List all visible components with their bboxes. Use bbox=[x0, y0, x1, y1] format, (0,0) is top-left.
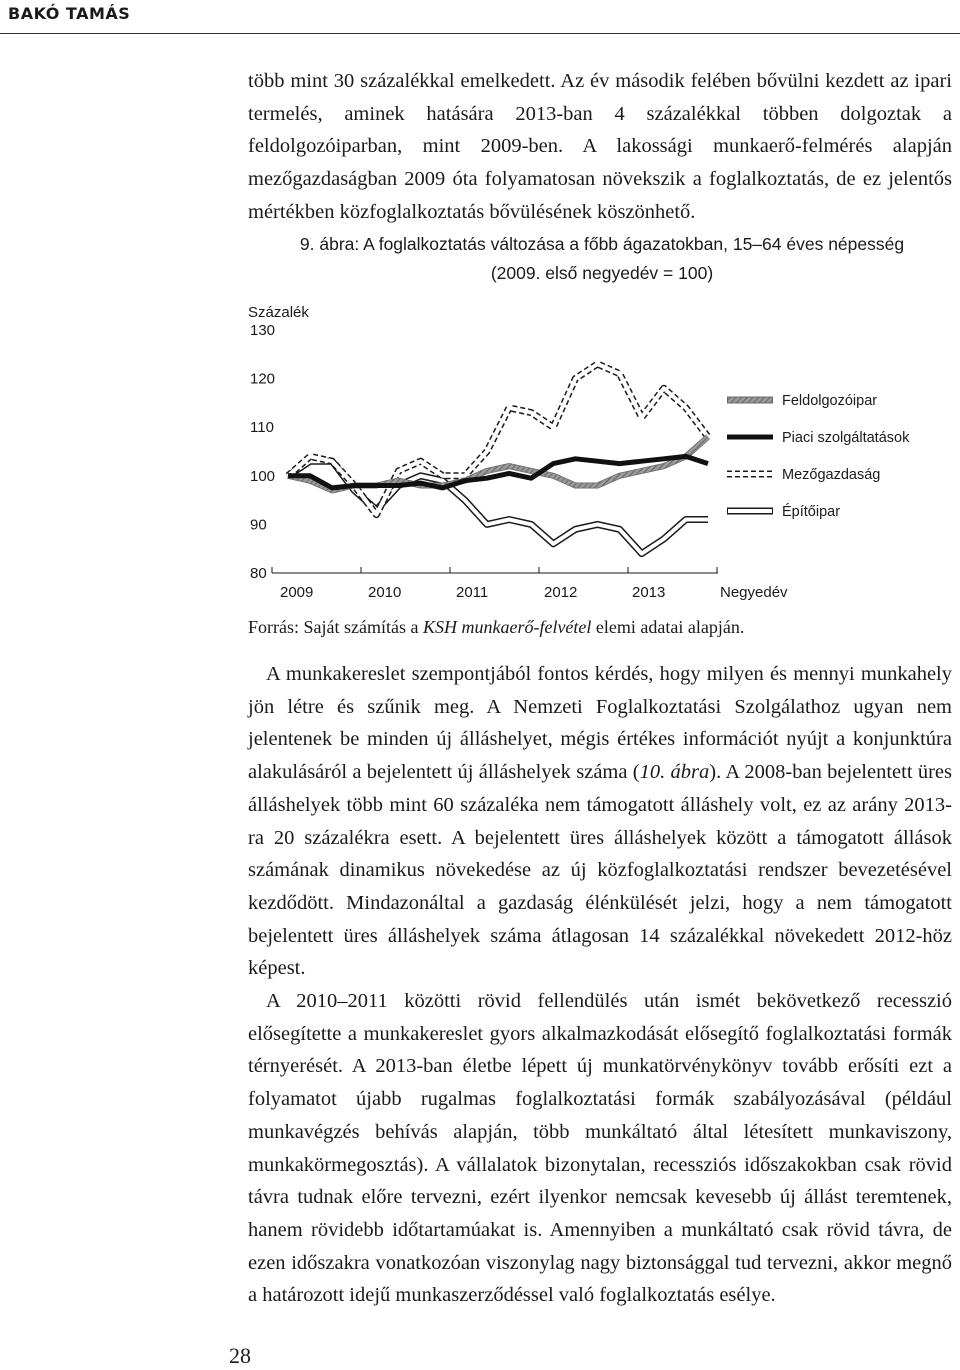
x-tick-label: 2009 bbox=[280, 584, 314, 601]
source-prefix: Forrás: Saját számítás a bbox=[248, 617, 423, 637]
x-tick-label: 2011 bbox=[456, 584, 489, 601]
source-suffix: elemi adatai alapján. bbox=[591, 617, 745, 637]
running-header-author: BAKÓ TAMÁS bbox=[8, 4, 131, 23]
body-paragraph-2 bbox=[248, 985, 952, 1312]
intro-paragraph: több mint 30 százalékkal emelkedett. Az év második felében bővülni kezdett az ipari termelés, aminek hatására 2013-ban 4 százalékkal többen dolgoztak a feldolgozóiparban, mint 2009-ben. A lakossági munkaerő-felmérés alapján mezőgazdaságban 2009 óta folyamatosan növekszik a foglalkoztatás, de ez jelentős mértékben közfoglalkoztatás bővülésének köszönhető. bbox=[248, 70, 952, 223]
y-tick-label: 120 bbox=[250, 370, 276, 388]
y-tick-label: 100 bbox=[250, 467, 276, 485]
figure-caption bbox=[252, 230, 952, 288]
x-tick-label: 2010 bbox=[368, 584, 402, 601]
series-line-outline bbox=[288, 364, 708, 515]
x-tick-label: 2013 bbox=[632, 584, 666, 601]
axes-layer bbox=[248, 304, 788, 601]
y-tick-label: 90 bbox=[250, 516, 267, 534]
legend-label: Építőipar bbox=[782, 504, 841, 520]
x-axis-label: Negyedév bbox=[720, 584, 788, 601]
source-italic: KSH munkaerő-felvétel bbox=[422, 617, 592, 637]
legend-item bbox=[727, 430, 910, 446]
figure-caption-line2: (2009. első negyedév = 100) bbox=[490, 263, 714, 283]
body-paragraph-1-text: A munkakereslet szempontjából fontos kérdés, hogy milyen és mennyi munkahely jön létre és szűnik meg. A Nemzeti Foglalkoztatási Szolgálathoz ugyan nem jelentenek be minden új álláshelyet, mégis értékes információt nyújt a konjunktúra alakulásáról a bejelentett új álláshelyek száma ( bbox=[248, 663, 952, 784]
body-text bbox=[248, 658, 952, 1312]
legend-layer bbox=[727, 393, 910, 520]
page-number: 28 bbox=[229, 1343, 251, 1368]
y-axis-label: Százalék bbox=[248, 304, 309, 321]
body-paragraph-1 bbox=[248, 658, 952, 985]
body-paragraph-1-rest: ). A 2008-ban bejelentett üres álláshelyek több mint 60 százaléka nem támogatott álláshely volt, ez az arány 2013-ra 20 százalékra esett. A bejelentett üres álláshelyek között a támogatott állások számának dinamikus növekedése az új közfoglalkoztatási rendszer bevezetésével kezdődött. Mindazonáltal a gazdaság élénkülését jelzi, hogy a nem támogatott bejelentett üres álláshelyek száma átlagosan 14 százalékkal növekedett 2012-höz képest. bbox=[248, 761, 952, 980]
figure-caption-line1: 9. ábra: A foglalkoztatás változása a főbb ágazatokban, 15–64 éves népesség bbox=[299, 234, 905, 254]
x-tick-label: 2012 bbox=[544, 584, 578, 601]
series-layer bbox=[288, 364, 708, 554]
legend-item bbox=[727, 393, 877, 409]
series-dashed-double bbox=[288, 364, 708, 515]
legend-label: Feldolgozóipar bbox=[782, 393, 878, 409]
employment-line-chart bbox=[0, 290, 960, 610]
y-tick-label: 130 bbox=[250, 322, 276, 339]
legend-label: Piaci szolgáltatások bbox=[782, 430, 910, 446]
y-tick-label: 80 bbox=[250, 565, 267, 582]
figure-source bbox=[248, 617, 744, 638]
legend-label: Mezőgazdaság bbox=[782, 467, 881, 483]
body-paragraph-1-figure-ref: 10. ábra bbox=[639, 761, 710, 784]
series-line bbox=[288, 364, 708, 515]
y-tick-label: 110 bbox=[250, 419, 274, 437]
body-paragraph-2-text: A 2010–2011 közötti rövid fellendülés után ismét bekövetkező recesszió elősegítette a munkakereslet gyors alkalmazkodását elősegítő foglalkoztatási formák térnyerését. A 2013-ban életbe lépett új munkatörvénykönyv tovább erősíti ezt a folyamatot újabb rugalmas foglalkoztatási formák szabályozásával (például munkavégzés behívás alapján, több munkáltató által létesített munkaviszony, munkakörmegosztás). A vállalatok bizonytalan, recessziós időszakokban csak rövid távra tudnak előre tervezni, ezért ilyenkor nemcsak kevesebb új állást teremtenek, hanem rövidebb időtartamúakat is. Amennyiben a munkáltató csak rövid távra, de ezen időszakra vonatkozóan viszonylag nagy biztonsággal tud tervezni, akkor megnő a határozott idejű munkaszerződéssel való foglalkoztatás esélye. bbox=[248, 990, 952, 1307]
header-rule bbox=[0, 33, 960, 34]
legend-item bbox=[727, 503, 840, 520]
legend-item bbox=[727, 467, 880, 483]
